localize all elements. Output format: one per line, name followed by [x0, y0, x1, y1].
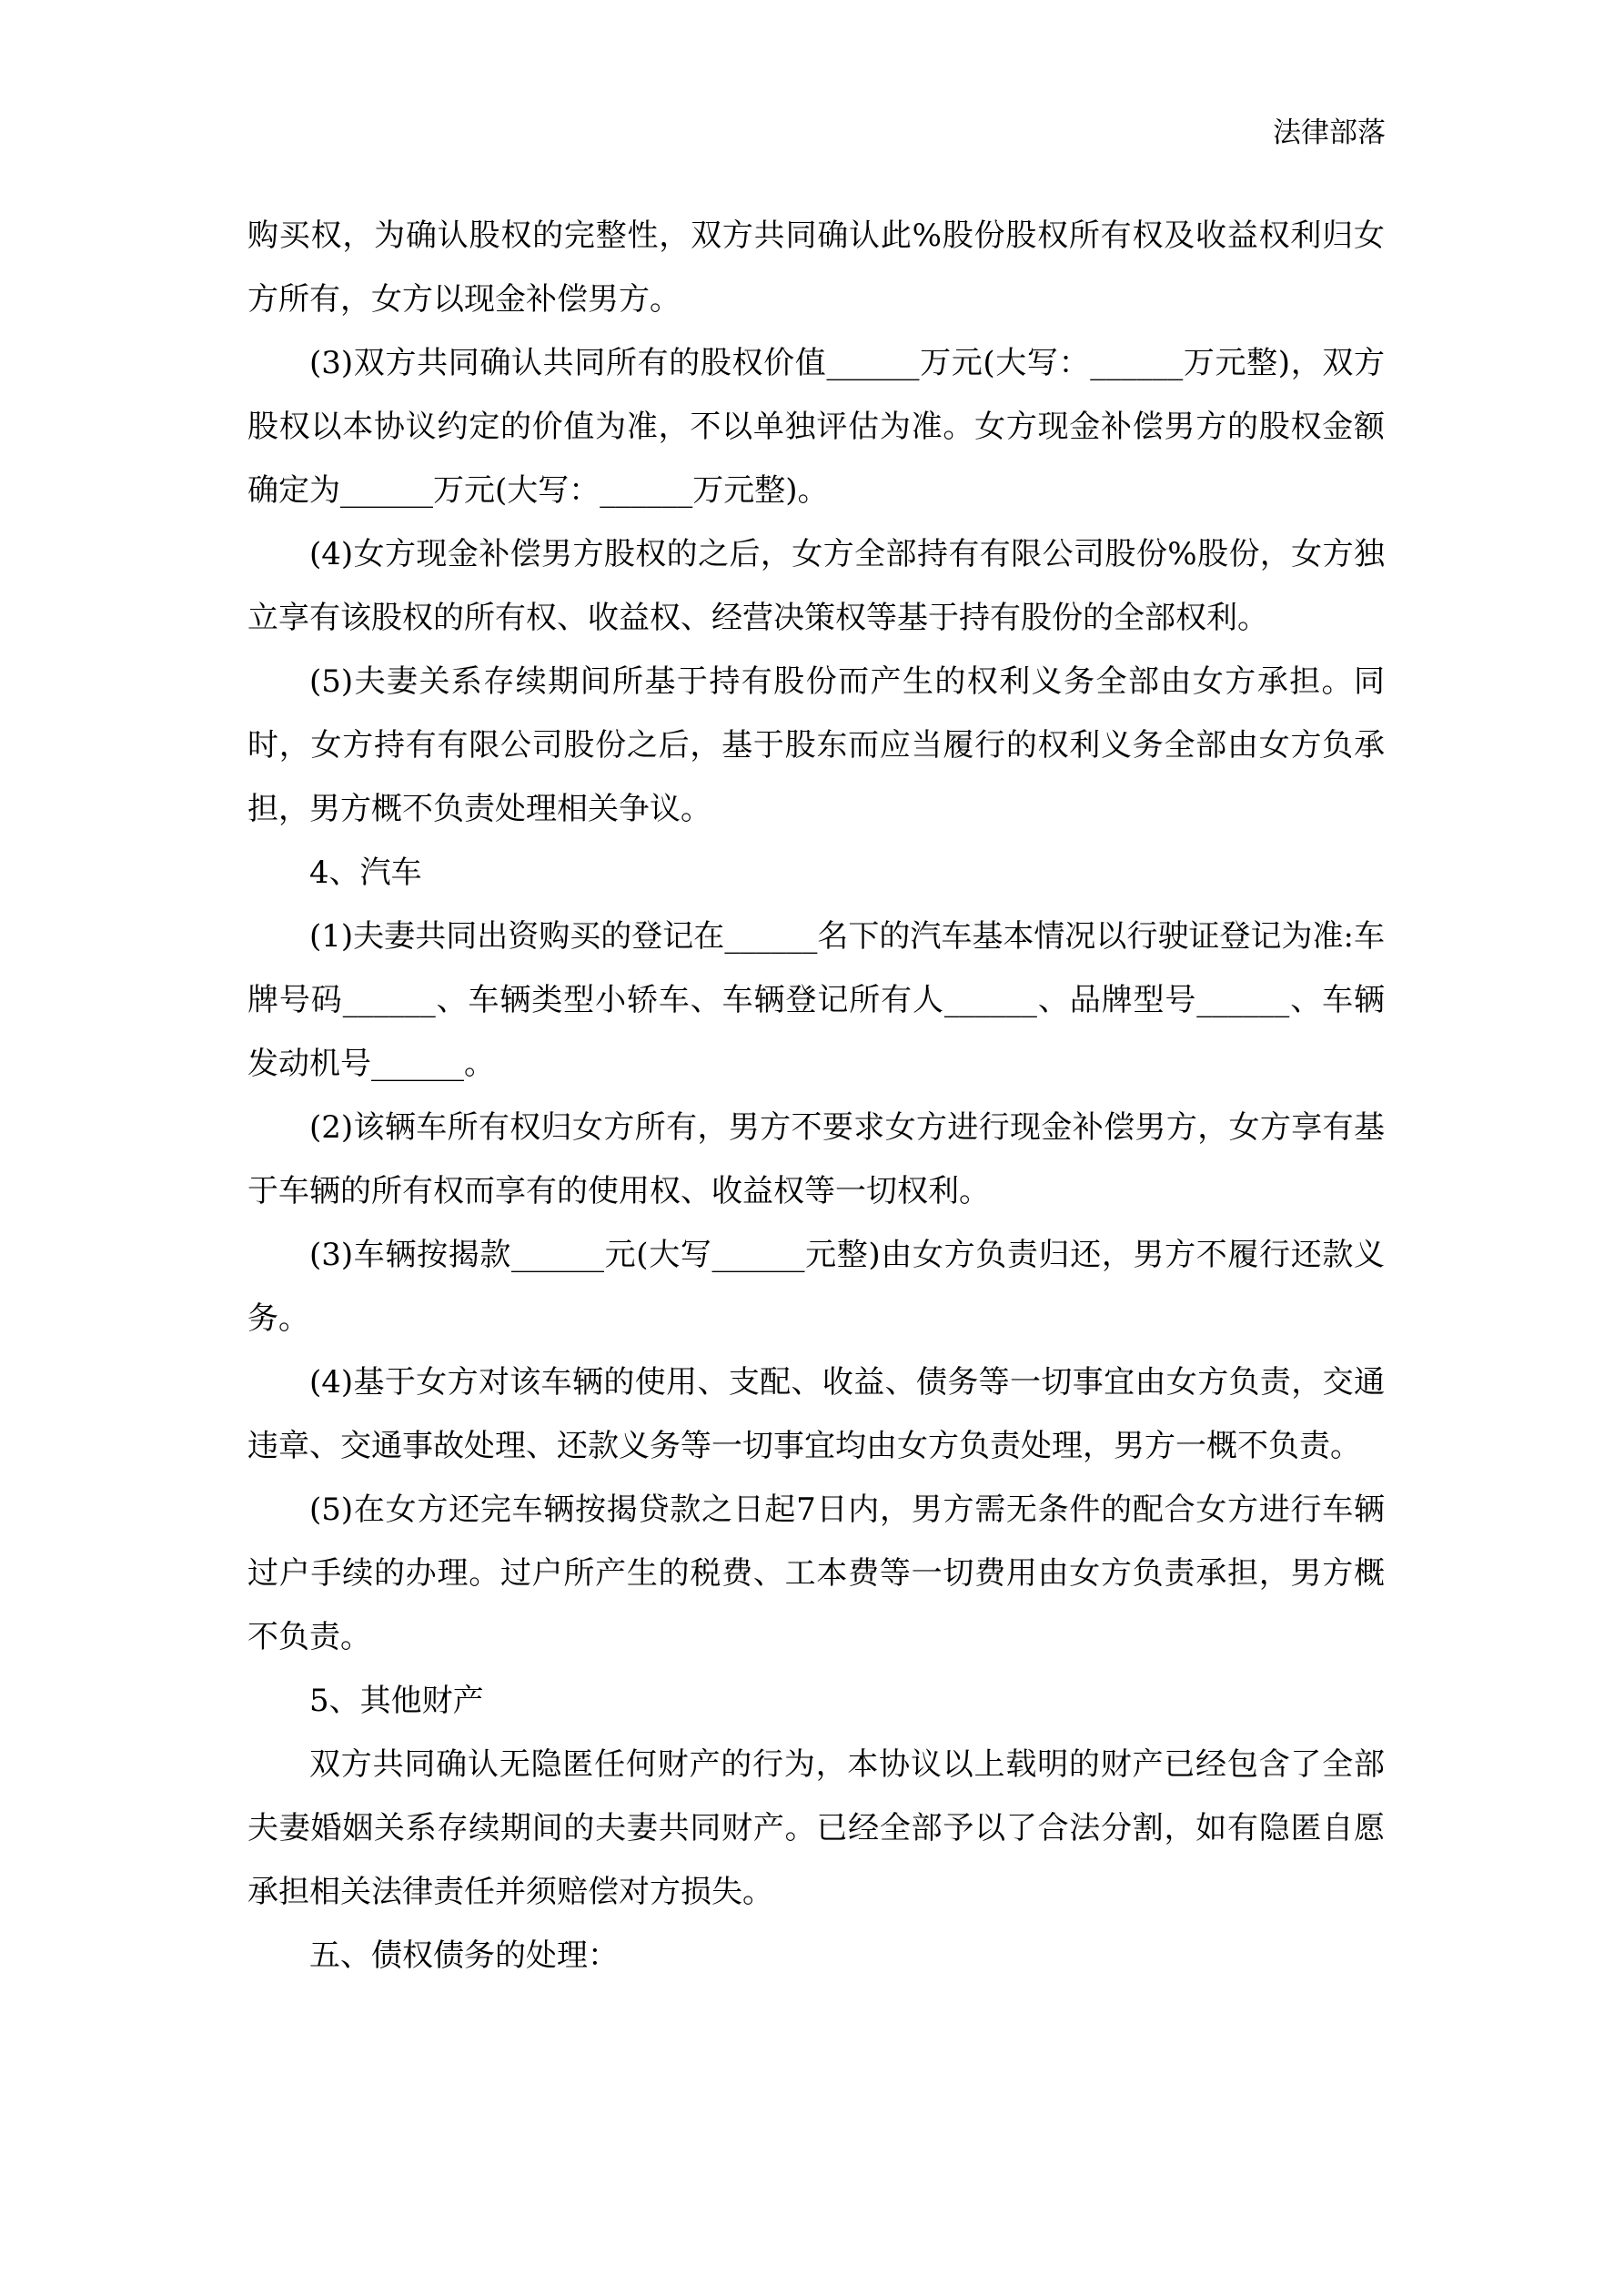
paragraph-car-mortgage: (3)车辆按揭款______元(大写______元整)由女方负责归还，男方不履行还款义务。 [247, 1237, 1385, 1337]
paragraph-other-property: 双方共同确认无隐匿任何财产的行为，本协议以上载明的财产已经包含了全部夫妻婚姻关系存续期间的夫妻共同财产。已经全部予以了合法分割，如有隐匿自愿承担相关法律责任并须赔偿对方损失。 [247, 1746, 1385, 1910]
paragraph-equity-purchase: 购买权，为确认股权的完整性，双方共同确认此%股份股权所有权及收益权利归女方所有，女方以现金补偿男方。 [247, 217, 1385, 318]
paragraph-car-responsibility: (4)基于女方对该车辆的使用、支配、收益、债务等一切事宜由女方负责，交通违章、交通事故处理、还款义务等一切事宜均由女方负责处理，男方一概不负责。 [247, 1364, 1385, 1464]
paragraph-equity-value: (3)双方共同确认共同所有的股权价值______万元(大写：______万元整)，双方股权以本协议约定的价值为准，不以单独评估为准。女方现金补偿男方的股权金额确定为______万元(大写：______万元整)。 [247, 345, 1385, 509]
section-heading-car: 4、汽车 [309, 855, 422, 891]
document-body [247, 204, 1385, 1988]
paragraph-car-info: (1)夫妻共同出资购买的登记在______名下的汽车基本情况以行驶证登记为准:车牌号码______、车辆类型小轿车、车辆登记所有人______、品牌型号______、车辆发动机号______。 [247, 918, 1385, 1082]
paragraph-equity-obligations: (5)夫妻关系存续期间所基于持有股份而产生的权利义务全部由女方承担。同时，女方持有有限公司股份之后，基于股东而应当履行的权利义务全部由女方负承担，男方概不负责处理相关争议。 [247, 663, 1385, 827]
section-heading-debts: 五、债权债务的处理： [309, 1937, 619, 1974]
page-header-brand: 法律部落 [1273, 116, 1386, 149]
paragraph-car-transfer: (5)在女方还完车辆按揭贷款之日起7日内，男方需无条件的配合女方进行车辆过户手续的办理。过户所产生的税费、工本费等一切费用由女方负责承担，男方概不负责。 [247, 1492, 1385, 1655]
section-heading-other-property: 5、其他财产 [309, 1683, 484, 1719]
paragraph-car-ownership: (2)该辆车所有权归女方所有，男方不要求女方进行现金补偿男方，女方享有基于车辆的所有权而享有的使用权、收益权等一切权利。 [247, 1109, 1385, 1209]
paragraph-equity-rights: (4)女方现金补偿男方股权的之后，女方全部持有有限公司股份%股份，女方独立享有该股权的所有权、收益权、经营决策权等基于持有股份的全部权利。 [247, 536, 1385, 636]
